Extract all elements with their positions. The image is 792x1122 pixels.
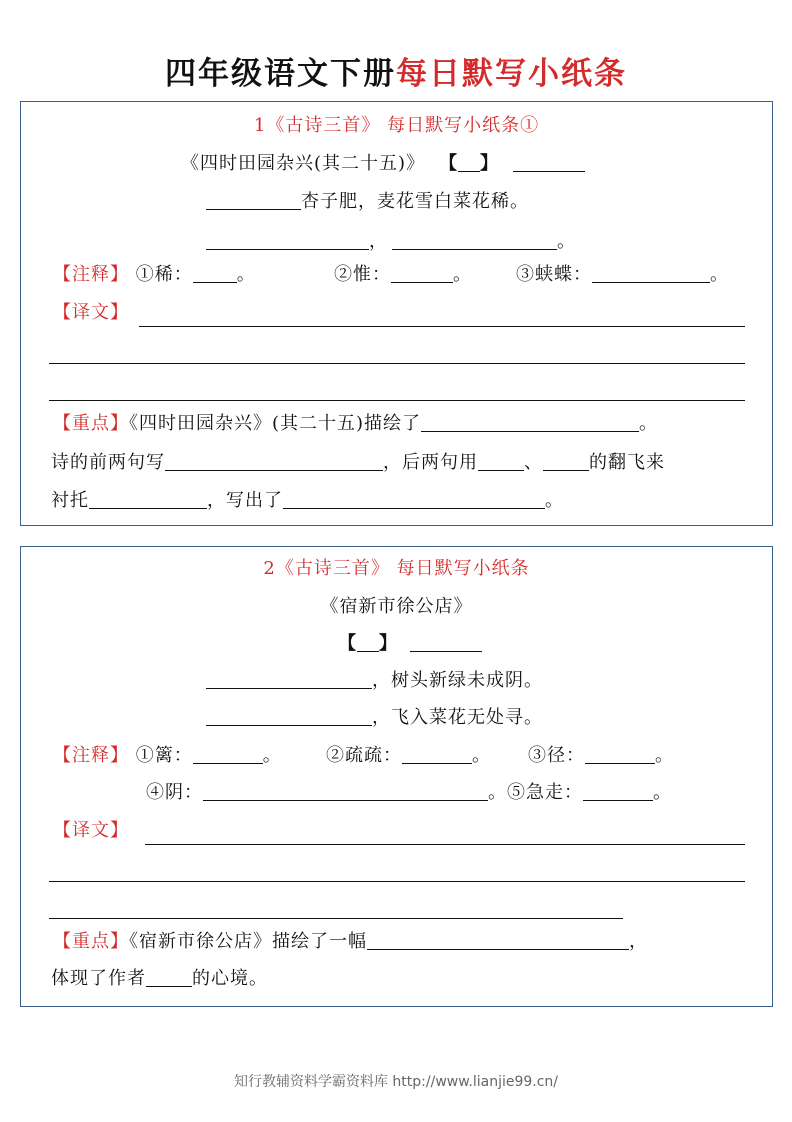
card1-verse-2 bbox=[206, 230, 576, 254]
card1-translation-line-3[interactable] bbox=[49, 400, 745, 401]
card2-dynasty-blank[interactable] bbox=[357, 633, 379, 652]
card1-poem-title: 《四时田园杂兴(其二十五)》 bbox=[181, 153, 426, 174]
card1-verse-1-text: 杏子肥，麦花雪白菜花稀。 bbox=[301, 191, 529, 212]
card2-note-1-blank[interactable] bbox=[193, 745, 263, 764]
card1-key-period-2: 。 bbox=[545, 490, 564, 511]
card1-verse-1-blank[interactable] bbox=[206, 191, 301, 210]
card2-key-text-3: 的心境。 bbox=[192, 968, 268, 989]
card1-key-period-1: 。 bbox=[639, 413, 659, 434]
card1-key-text-4: 、 bbox=[524, 452, 543, 473]
card1-key-text-1: 《四时田园杂兴》(其二十五)描绘了 bbox=[129, 413, 422, 434]
card2-notes-row-2 bbox=[146, 781, 672, 805]
card2-note-4-period: 。 bbox=[488, 782, 507, 803]
card1-bracket-open: 【 bbox=[439, 153, 459, 174]
card1-notes-label: 【注释】 bbox=[53, 264, 129, 285]
page-title bbox=[0, 48, 792, 93]
card1-key-text-2: 诗的前两句写 bbox=[51, 452, 165, 473]
card2-author-line bbox=[338, 632, 482, 656]
card2-key-text-1: 《宿新市徐公店》描绘了一幅 bbox=[129, 931, 367, 952]
card1-heading: 1《古诗三首》 每日默写小纸条① bbox=[253, 115, 540, 136]
card2-key-row-1 bbox=[53, 930, 648, 954]
card2-verse-2-text: ，飞入菜花无处寻。 bbox=[372, 707, 543, 728]
card1-verse-2-period: 。 bbox=[557, 231, 576, 252]
card2-note-1: ①篱： bbox=[135, 745, 193, 766]
card1-translation-label: 【译文】 bbox=[53, 302, 129, 323]
card2-notes-label: 【注释】 bbox=[53, 745, 129, 766]
card1-translation-line-2[interactable] bbox=[49, 363, 745, 364]
card1-key-text-7: ，写出了 bbox=[207, 490, 283, 511]
card2-key-comma: ， bbox=[629, 931, 648, 952]
card1-author-blank[interactable] bbox=[513, 153, 585, 172]
card1-translation-line-1[interactable] bbox=[139, 326, 745, 327]
card1-note-3-row bbox=[516, 263, 729, 287]
card2-translation-line-1[interactable] bbox=[145, 844, 745, 845]
card2-translation-label: 【译文】 bbox=[53, 820, 129, 841]
card2-key-row-2 bbox=[51, 967, 268, 991]
card2-note-5: ⑤急走： bbox=[507, 782, 583, 803]
card1-key-text-3: ，后两句用 bbox=[383, 452, 478, 473]
card2-note-4-blank[interactable] bbox=[203, 782, 488, 801]
card1-note-2-period: 。 bbox=[453, 264, 472, 285]
card1-note-3: ③蛱蝶： bbox=[516, 264, 592, 285]
card2-verse-1-blank[interactable] bbox=[206, 670, 372, 689]
card1-verse-2-comma: ， bbox=[369, 231, 388, 252]
card1-note-3-blank[interactable] bbox=[592, 264, 710, 283]
title-black: 四年级语文下册 bbox=[165, 56, 396, 92]
card2-key-label: 【重点】 bbox=[53, 931, 129, 952]
title-red: 每日默写小纸条 bbox=[396, 56, 627, 92]
card2-key-blank-1[interactable] bbox=[367, 931, 629, 950]
card1-bracket-close: 】 bbox=[480, 153, 500, 174]
card1-key-row-2 bbox=[51, 451, 665, 475]
card1-note-2-row bbox=[334, 263, 472, 287]
card1-key-text-5: 的翻飞来 bbox=[589, 452, 665, 473]
card2-notes-row bbox=[53, 744, 282, 768]
card2-note-1-period: 。 bbox=[262, 745, 282, 766]
card1-note-1-blank[interactable] bbox=[193, 264, 237, 283]
card2-note-2-period: 。 bbox=[472, 745, 491, 766]
card2-verse-1 bbox=[206, 669, 543, 693]
card2-verse-1-text: ，树头新绿未成阴。 bbox=[372, 670, 543, 691]
card1-verse-2b-blank[interactable] bbox=[392, 231, 557, 250]
card1-key-blank-4[interactable] bbox=[543, 452, 589, 471]
card1-verse-2a-blank[interactable] bbox=[206, 231, 369, 250]
card2-key-blank-2[interactable] bbox=[146, 968, 192, 987]
card2-note-2-blank[interactable] bbox=[402, 745, 472, 764]
card2-note-5-period: 。 bbox=[653, 782, 672, 803]
card1-key-text-6: 衬托 bbox=[51, 490, 89, 511]
card1-key-blank-5[interactable] bbox=[89, 490, 207, 509]
card2-bracket-open: 【 bbox=[338, 633, 357, 654]
card2-note-4: ④阴： bbox=[146, 782, 203, 803]
card1-note-2: ②惟： bbox=[334, 264, 391, 285]
footer-watermark: 知行教辅资料学霸资料库 http://www.lianjie99.cn/ bbox=[233, 1074, 559, 1090]
card1-note-3-period: 。 bbox=[710, 264, 729, 285]
card2-author-blank[interactable] bbox=[410, 633, 482, 652]
card2-bracket-close: 】 bbox=[379, 633, 398, 654]
card2-verse-2-blank[interactable] bbox=[206, 707, 372, 726]
card1-note-1: ①稀： bbox=[135, 264, 193, 285]
card2-note-3: ③径： bbox=[528, 745, 585, 766]
card1-note-2-blank[interactable] bbox=[391, 264, 453, 283]
card1-dynasty-blank[interactable] bbox=[458, 153, 480, 172]
card1-key-label: 【重点】 bbox=[53, 413, 129, 434]
card1-key-blank-2[interactable] bbox=[165, 452, 383, 471]
card2-note-3-blank[interactable] bbox=[585, 745, 655, 764]
card2-note-3-period: 。 bbox=[655, 745, 674, 766]
card2-note-2: ②疏疏： bbox=[326, 745, 402, 766]
card1-poem-line bbox=[181, 152, 585, 176]
card2-verse-2 bbox=[206, 706, 543, 730]
card2-key-text-2: 体现了作者 bbox=[51, 968, 146, 989]
card1-notes-row bbox=[53, 263, 256, 287]
card2-note-2-row bbox=[326, 744, 491, 768]
card1-key-blank-3[interactable] bbox=[478, 452, 524, 471]
card1-verse-1 bbox=[206, 190, 529, 214]
card2-translation-line-2[interactable] bbox=[49, 881, 745, 882]
card2-translation-line-3[interactable] bbox=[49, 918, 623, 919]
card1-key-row-3 bbox=[51, 489, 564, 513]
dictation-card-2 bbox=[20, 546, 773, 1007]
card2-note-5-blank[interactable] bbox=[583, 782, 653, 801]
card1-key-blank-6[interactable] bbox=[283, 490, 545, 509]
card1-key-blank-1[interactable] bbox=[421, 413, 639, 432]
card2-heading: 2《古诗三首》 每日默写小纸条 bbox=[263, 558, 530, 579]
dictation-card-1 bbox=[20, 101, 773, 526]
card2-note-3-row bbox=[528, 744, 674, 768]
card2-poem-title: 《宿新市徐公店》 bbox=[320, 596, 473, 617]
card1-note-1-period: 。 bbox=[236, 264, 256, 285]
card1-key-row-1 bbox=[53, 412, 658, 436]
